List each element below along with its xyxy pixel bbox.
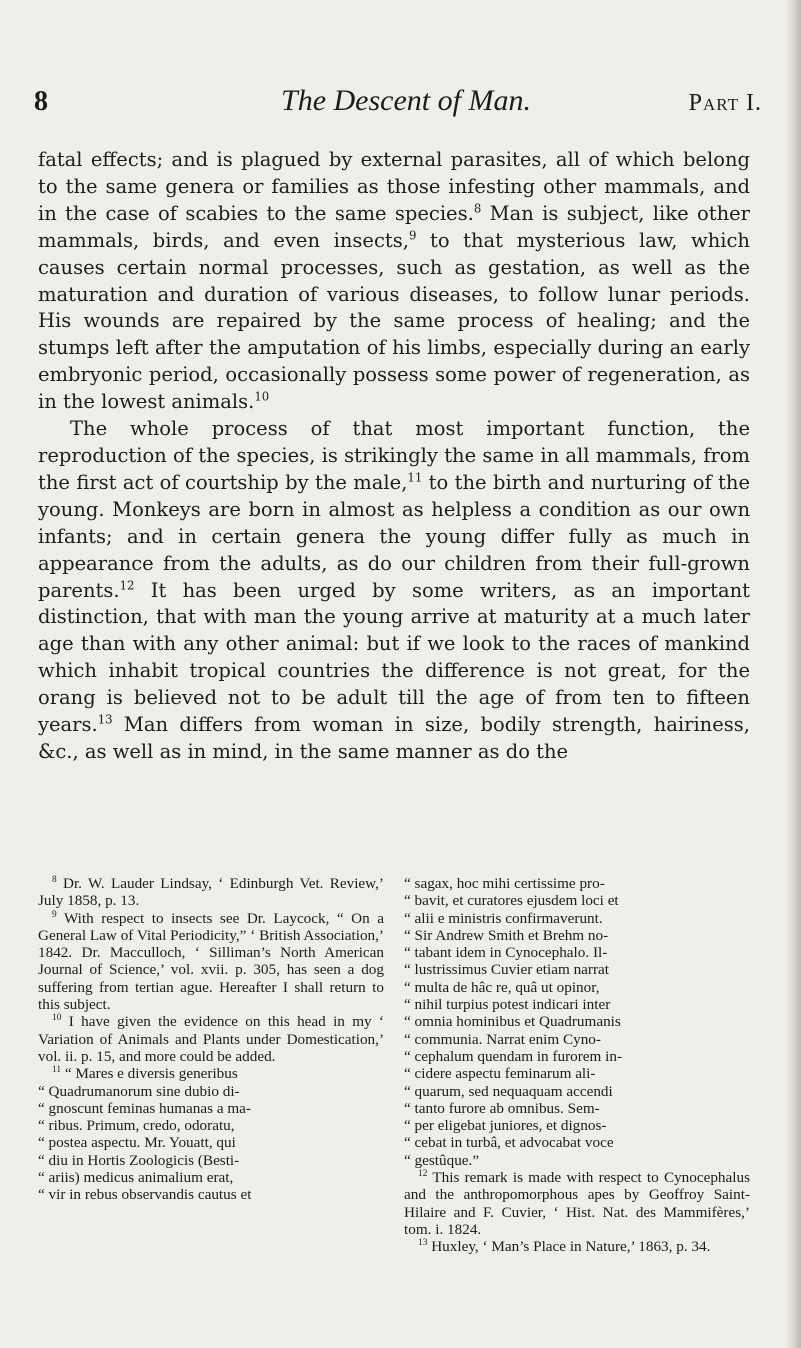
footnote-mark: 12: [418, 1168, 428, 1179]
footnote-text: With respect to insects see Dr. Laycock, “ On a General Law of Vital Periodicity,” ‘ British Association,’ 1842. Dr. Macculloch, ‘ Silliman’s North American Journal of Science,’ vol. xvii. p. 305, has seen a dog suffering from tertian ague. Hereafter I shall return to this subject.: [38, 909, 384, 1014]
footnote-text: This remark is made with respect to Cynocephalus and the anthropomorphous apes by Geoffroy Saint-Hilaire and F. Cuvier, ‘ Hist. Nat. des Mammifères,’ tom. i. 1824.: [404, 1169, 750, 1238]
footnotes-left-column: [38, 875, 384, 1335]
footnote-12: [404, 1169, 750, 1238]
footnote-text: “ Mares e diversis generibus: [61, 1065, 238, 1083]
text-run: to the birth and nurturing of the young. Monkeys are born in almost as helpless a condition as our own infants; and in certain genera the young differ fully as much in appearance from the adults, as do our children from their full-grown parents.: [38, 470, 750, 602]
footnote-9: [38, 910, 384, 1014]
quote-line: “ omnia hominibus et Quadrumanis: [404, 1013, 621, 1031]
quote-line: “ ariis) medicus animalium erat,: [38, 1169, 234, 1187]
footnotes-right-column: [404, 875, 750, 1335]
quote-line: “ cidere aspectu feminarum ali-: [404, 1065, 596, 1083]
footnotes: [38, 875, 750, 1335]
text-run: Man is subject, like other mammals, birds, and even insects,: [38, 201, 750, 252]
footnote-8: [38, 875, 384, 910]
quote-line: “ sagax, hoc mihi certissime pro-: [404, 875, 605, 892]
footnote-mark: 13: [418, 1238, 428, 1249]
footnote-mark: 10: [52, 1013, 62, 1024]
quote-line: “ gnoscunt feminas humanas a ma-: [38, 1099, 251, 1117]
quote-line: “ diu in Hortis Zoologicis (Besti-: [38, 1151, 240, 1169]
quote-line: “ vir in rebus observandis cautus et: [38, 1186, 252, 1204]
quote-line: “ quarum, sed nequaquam accendi: [404, 1082, 613, 1100]
quote-line: “ ribus. Primum, credo, odoratu,: [38, 1117, 235, 1135]
quote-line: “ bavit, et curatores ejusdem loci et: [404, 892, 619, 910]
footnote-text: Huxley, ‘ Man’s Place in Nature,’ 1863, p. 34.: [427, 1238, 711, 1256]
footnote-ref-12[interactable]: 12: [119, 578, 135, 592]
book-page: [32, 0, 780, 1348]
quote-line: “ lustrissimus Cuvier etiam narrat: [404, 961, 609, 979]
paragraph-1: [38, 147, 750, 416]
footnote-text: Dr. W. Lauder Lindsay, ‘ Edinburgh Vet. Review,’ July 1858, p. 13.: [38, 875, 384, 910]
footnote-13: [404, 1238, 750, 1255]
footnote-ref-13[interactable]: 13: [97, 712, 113, 727]
footnote-mark: 9: [52, 909, 57, 920]
page-edge-shadow: [785, 0, 801, 1348]
part-label: Part I.: [688, 90, 762, 116]
quote-line: “ per eligebat juniores, et dignos-: [404, 1117, 607, 1135]
quote-line: “ tabant idem in Cynocephalo. Il-: [404, 944, 608, 962]
quote-line: “ Quadrumanorum sine dubio di-: [38, 1082, 240, 1100]
quote-line: “ multa de hâc re, quâ ut opinor,: [404, 978, 600, 996]
main-text: [38, 147, 750, 766]
text-run: fatal effects; and is plagued by external parasites, all of which belong to the same genera or families as those infesting other mammals, and in the case of scabies to the same species.: [38, 148, 750, 225]
paragraph-2: [38, 416, 750, 766]
running-header: [32, 82, 780, 122]
footnote-mark: 8: [52, 874, 57, 885]
text-run: to that mysterious law, which causes certain normal processes, such as gestation, as well as the maturation and duration of various diseases, to follow lunar periods. His wounds are repaired by the same process of healing; and the stumps left after the amputation of his limbs, especially during an early embryonic period, occasionally possess some power of regeneration, as in the lowest animals.: [38, 228, 750, 414]
quote-line: “ communia. Narrat enim Cyno-: [404, 1030, 601, 1048]
quote-line: “ tanto furore ab omnibus. Sem-: [404, 1099, 600, 1117]
footnote-text: I have given the evidence on this head in my ‘ Variation of Animals and Plants under Domestication,’ vol. ii. p. 15, and more could be added.: [38, 1013, 384, 1065]
footnote-mark: 11: [52, 1065, 62, 1076]
quote-line: “ gestûque.”: [404, 1151, 480, 1169]
page-number: 8: [34, 86, 48, 117]
quote-line: “ nihil turpius potest indicari inter: [404, 996, 611, 1014]
quote-line: “ alii e ministris confirmaverunt.: [404, 909, 603, 927]
footnote-ref-9[interactable]: 9: [408, 228, 417, 243]
quote-line: “ cebat in turbâ, et advocabat voce: [404, 1134, 614, 1152]
text-run: Man differs from woman in size, bodily strength, hairiness, &c., as well as in mind, in the same manner as do the: [38, 713, 750, 763]
text-run: It has been urged by some writers, as an important distinction, that with man the young arrive at maturity at a much later age than with any other animal: but if we look to the races of mankind which inhabit tropical countries the difference is not great, for the orang is believed not to be adult till the age of from ten to fifteen years.: [38, 578, 750, 737]
footnote-10: [38, 1013, 384, 1065]
running-title: The Descent of Man.: [281, 84, 531, 117]
footnote-ref-11[interactable]: 11: [407, 470, 423, 485]
text-run: The whole process of that most important function, the reproduction of the species, is strikingly the same in all mammals, from the first act of courtship by the male,: [38, 417, 750, 494]
footnote-11: [38, 1065, 384, 1082]
quote-line: “ Sir Andrew Smith et Brehm no-: [404, 926, 609, 944]
quote-line: “ postea aspectu. Mr. Youatt, qui: [38, 1134, 236, 1152]
footnote-ref-10[interactable]: 10: [254, 389, 270, 404]
footnote-ref-8[interactable]: 8: [473, 201, 482, 216]
quote-line: “ cephalum quendam in furorem in-: [404, 1047, 623, 1065]
